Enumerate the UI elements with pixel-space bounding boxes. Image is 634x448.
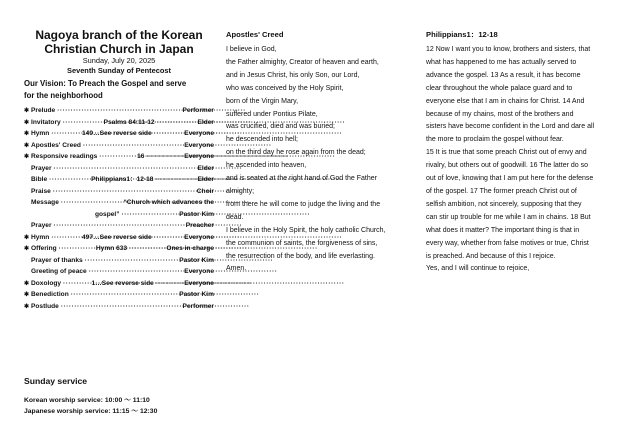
- creed-line: who was conceived by the Holy Spirit,: [226, 84, 344, 92]
- order-item-label: Prelude: [31, 107, 56, 114]
- order-item-label: Invitatory: [31, 118, 61, 126]
- order-of-worship-column: [24, 0, 214, 312]
- order-item-right: Everyone: [184, 268, 214, 275]
- creed-line: he descended into hell;: [226, 136, 298, 144]
- scripture-line: 12 Now I want you to know, brothers and sisters, that: [426, 46, 591, 53]
- dot-leader: [129, 243, 164, 255]
- scripture-line: the more to proclaim the gospel without fear.: [426, 136, 564, 144]
- creed-line: I believe in the Holy Spirit, the holy catholic Church,: [226, 226, 386, 234]
- order-item-right: Preacher: [185, 222, 214, 229]
- order-item-right: Choir: [196, 187, 214, 195]
- asterisk-icon: ✱: [24, 292, 30, 298]
- asterisk-icon: ✱: [24, 303, 30, 310]
- order-item: [24, 289, 214, 301]
- order-item-right: Elder: [197, 176, 214, 183]
- order-item: [24, 140, 214, 152]
- creed-line: and is seated at the right hand of God the Father: [226, 175, 377, 183]
- order-item: [24, 186, 214, 198]
- order-item: [24, 174, 214, 186]
- order-item-mid: 16: [137, 153, 145, 160]
- order-item-right: Everyone: [184, 233, 214, 241]
- dot-leader: [63, 278, 89, 290]
- creed-line: the Father almighty, Creator of heaven and earth,: [226, 58, 379, 66]
- order-item-right: Pastor Kim: [179, 256, 214, 264]
- creed-line: dead.: [226, 213, 244, 221]
- dot-leader: [122, 209, 178, 221]
- creed-line: and in Jesus Christ, his only Son, our Lord,: [226, 71, 360, 79]
- order-item-mid: Hymn 633: [95, 245, 128, 252]
- creed-title: Apostles' Creed: [226, 30, 284, 39]
- dot-leader: [71, 289, 177, 301]
- church-title: [24, 28, 214, 56]
- scripture-line: everyone else that I am in chains for Christ. 14 And: [426, 97, 585, 105]
- order-item-label: Message: [31, 199, 59, 206]
- scripture-line: advance the gospel. 13 As a result, it has become: [426, 71, 581, 79]
- order-item-label: Hymn: [31, 233, 50, 241]
- scripture-title: Philippians1：12-18: [426, 30, 498, 39]
- scripture-line: what does it matter? The important thing is that in: [426, 226, 580, 234]
- asterisk-icon: ✱: [24, 154, 30, 160]
- order-item: [24, 243, 214, 255]
- order-item-right: Ones in charge: [166, 245, 214, 252]
- asterisk-icon: ✱: [24, 131, 30, 137]
- order-item-right: Everyone: [184, 141, 214, 149]
- order-item-label: Praise: [31, 187, 51, 195]
- creed-line: born of the Virgin Mary,: [226, 97, 299, 105]
- creed-line: I believe in God,: [226, 46, 277, 53]
- order-item-right: Everyone: [184, 130, 214, 137]
- scripture-line: can stir up trouble for me while I am in chains. 18 But: [426, 213, 591, 221]
- vision-line2: for the neighborhood: [24, 91, 103, 100]
- sunday-service-title: Sunday service: [24, 376, 88, 386]
- scripture-line: rivalry, but others out of goodwill. 16 The latter do so: [426, 162, 588, 170]
- order-item: [24, 209, 214, 221]
- dot-leader: [154, 128, 183, 140]
- dot-leader: [51, 232, 80, 244]
- order-item: [24, 232, 214, 244]
- asterisk-icon: ✱: [24, 280, 30, 287]
- asterisk-icon: ✱: [24, 246, 30, 252]
- church-title-line1: Nagoya branch of the Korean: [35, 28, 203, 42]
- order-item: [24, 301, 214, 313]
- creed-line: suffered under Pontius Pilate,: [226, 110, 318, 118]
- order-item-label: Responsive readings: [31, 153, 98, 160]
- dot-leader: [49, 174, 89, 186]
- order-item-label: Doxology: [31, 279, 62, 287]
- order-item-label: Hymn: [31, 130, 50, 137]
- dot-leader: [51, 128, 80, 140]
- scripture-line: Yes, and I will continue to rejoice,: [426, 265, 530, 273]
- order-item-right: Everyone: [184, 153, 214, 160]
- scripture-line: out of love, knowing that I am put here for the defense: [426, 175, 594, 183]
- order-item-label: Prayer: [31, 164, 52, 172]
- order-item-label: Apostles' Creed: [31, 141, 81, 149]
- japanese-service-time: Japanese worship service: 11:15 〜 12:30: [24, 408, 158, 415]
- creed-text: [226, 44, 416, 276]
- scripture-line: clear throughout the whole palace guard and to: [426, 84, 573, 92]
- dot-leader: [85, 255, 178, 267]
- church-vision: [24, 78, 214, 102]
- dot-leader: [146, 151, 182, 163]
- apostles-creed-column: [226, 0, 416, 276]
- dot-leader: [54, 163, 196, 175]
- creed-line: Amen.: [226, 265, 247, 273]
- dot-leader: [155, 174, 195, 186]
- scripture-line: selfish ambition, not sincerely, supposing that they: [426, 200, 582, 208]
- dot-leader: [53, 186, 195, 198]
- dot-leader: [61, 197, 122, 209]
- order-item: [24, 105, 214, 117]
- order-item-label: Prayer: [31, 222, 52, 229]
- scripture-line: 15 It is true that some preach Christ out of envy and: [426, 149, 587, 157]
- order-item: [24, 117, 214, 129]
- asterisk-icon: ✱: [24, 234, 30, 241]
- dot-leader: [156, 278, 182, 290]
- dot-leader: [59, 243, 94, 255]
- creed-line: from there he will come to judge the living and the: [226, 200, 381, 208]
- order-item-label: Postlude: [31, 302, 59, 310]
- scripture-line: is preached. And because of this I rejoice.: [426, 252, 556, 260]
- order-item: [24, 220, 214, 232]
- order-item: [24, 278, 214, 290]
- order-item-label: Bible: [31, 176, 48, 183]
- dot-leader: [99, 151, 135, 163]
- order-item-right: Elder: [197, 164, 214, 172]
- order-item-label: Prayer of thanks: [31, 256, 83, 264]
- order-item-mid: “Church which advances the: [123, 199, 214, 206]
- order-item-right: Performer: [182, 107, 214, 114]
- order-item-label: Benediction: [31, 291, 69, 298]
- order-item: [24, 151, 214, 163]
- order-item-label: Greeting of peace: [31, 268, 87, 275]
- order-item: [24, 255, 214, 267]
- creed-line: the resurrection of the body, and life everlasting.: [226, 252, 375, 260]
- scripture-line: what has happened to me has actually served to: [426, 58, 577, 66]
- korean-service-time: Korean worship service: 10:00 〜 11:10: [24, 397, 150, 404]
- asterisk-icon: ✱: [24, 119, 30, 126]
- order-of-worship: [24, 105, 214, 312]
- order-item: [24, 266, 214, 278]
- creed-line: he ascended into heaven,: [226, 162, 307, 170]
- order-item-right: Pastor Kim: [179, 291, 214, 298]
- liturgical-occasion: Seventh Sunday of Pentecost: [67, 66, 171, 75]
- dot-leader: [57, 105, 180, 117]
- order-item-label: Offering: [31, 245, 57, 252]
- order-item-mid: Psalms 84:11-12: [103, 118, 155, 126]
- scripture-column: [426, 0, 616, 276]
- church-title-line2: Christian Church in Japan: [44, 42, 194, 56]
- creed-line: was crucified, died and was buried;: [226, 123, 335, 131]
- dot-leader: [157, 117, 196, 129]
- order-item-mid: 1…See reverse side: [91, 279, 154, 287]
- asterisk-icon: ✱: [24, 108, 30, 114]
- dot-leader: [83, 140, 182, 152]
- order-item-right: Pastor Kim: [179, 210, 214, 218]
- order-item-mid: gospel”: [95, 210, 120, 218]
- vision-line1: Our Vision: To Preach the Gospel and serve: [24, 79, 187, 88]
- creed-line: the communion of saints, the forgiveness of sins,: [226, 239, 378, 247]
- scripture-line: of the gospel. 17 The former preach Christ out of: [426, 187, 577, 195]
- order-item-mid: 497…See reverse side: [81, 233, 152, 241]
- dot-leader: [63, 117, 102, 129]
- dot-leader: [89, 266, 183, 278]
- scripture-line: sisters have become confident in the Lord and dare all: [426, 123, 595, 131]
- order-item-right: Performer: [182, 302, 214, 310]
- scripture-line: because of my chains, most of the brothers and: [426, 110, 574, 118]
- scripture-text: [426, 44, 616, 276]
- order-item: [24, 128, 214, 140]
- order-item: [24, 197, 214, 209]
- order-item-right: Elder: [197, 118, 214, 126]
- scripture-line: every way, whether from false motives or true, Christ: [426, 239, 589, 247]
- dot-leader: [54, 220, 184, 232]
- dot-leader: [61, 301, 181, 313]
- creed-line: on the third day he rose again from the dead;: [226, 149, 366, 157]
- order-item-mid: 149…See reverse side: [81, 130, 152, 137]
- asterisk-icon: ✱: [24, 142, 30, 149]
- order-item-mid: Philippians1：12-18: [91, 176, 154, 183]
- creed-line: almighty;: [226, 187, 255, 195]
- dot-leader: [154, 232, 183, 244]
- order-item: [24, 163, 214, 175]
- service-date: Sunday, July 20, 2025: [82, 56, 156, 65]
- order-item-right: Everyone: [184, 279, 214, 287]
